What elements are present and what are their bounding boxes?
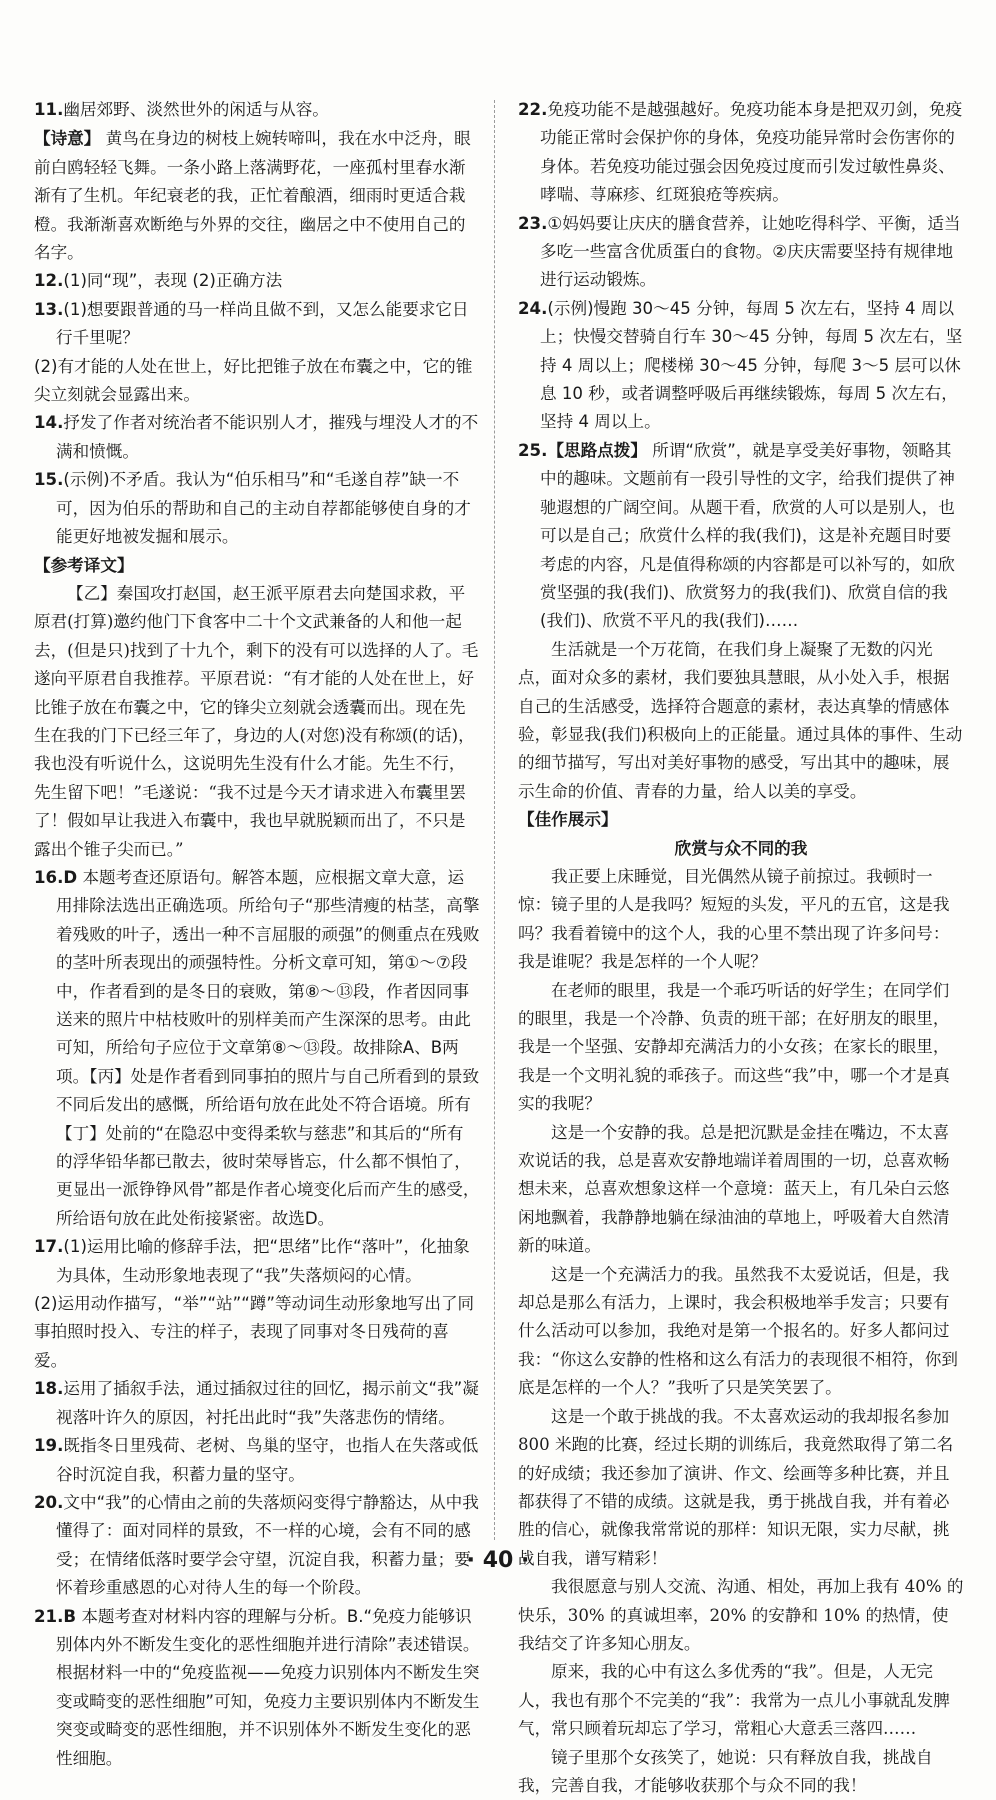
left-paragraph [34, 552, 480, 580]
paragraph-text: 原来，我的心中有这么多优秀的“我”。但是，人无完人，我也有那个不完美的“我”：我常为一点儿小事就乱发脾气，常只顾着玩却忘了学习，常粗心大意丢三落四…… [518, 1662, 950, 1739]
paragraph-text: 本题考查还原语句。解答本题，应根据文章大意，运用排除法选出正确选项。所给句子“那些清瘦的枯茎，高擎着残败的叶子，透出一种不言屈服的顽强”的侧重点在残败的茎叶所表现出的顽强特性。分析文章可知，第①～⑦段中，作者看到的是冬日的衰败，第⑧～⑬段，作者因同事送来的照片中枯枝败叶的别样美而产生深深的思考。由此可知，所给句子应位于文章第⑧～⑬段。故排除A、B两项。【丙】处是作者看到同事拍的照片与自己所看到的景致不同后发出的感慨，所给语句放在此处不符合语境。所有【丁】处前的“在隐忍中变得柔软与慈悲”和其后的“所有的浮华铅华都已散去，彼时荣辱皆忘，什么都不惧怕了，更显出一派铮铮风骨”都是作者心境变化后而产生的感受，所给语句放在此处衔接紧密。故选D。 [56, 867, 480, 1228]
section-tag: 【诗意】 [34, 128, 101, 149]
paragraph-text: (示例)不矛盾。我认为“伯乐相马”和“毛遂自荐”缺一不可，因为伯乐的帮助和自己的主动自荐都能够使自身的才能更好地被发掘和展示。 [56, 470, 471, 547]
left-paragraph [34, 267, 480, 295]
paragraph-text: 这是一个敢于挑战的我。不太喜欢运动的我却报名参加 800 米跑的比赛，经过长期的训练后，我竟然取得了第二名的好成绩；我还参加了演讲、作文、绘画等多种比赛，并且都获得了不错的成绩。这就是我，勇于挑战自我，并有着必胜的信心，就像我常常说的那样：知识无限，实力尽献，挑战自我，谱写精彩！ [518, 1406, 954, 1568]
left-paragraph [34, 96, 480, 124]
right-paragraph [518, 295, 964, 437]
paragraph-text: 黄鸟在身边的树枝上婉转啼叫，我在水中泛舟，眼前白鸥轻轻飞舞。一条小路上落满野花，一座孤村里春水渐渐有了生机。年纪衰老的我，正忙着酿酒，细雨时更适合栽橙。我渐渐喜欢断绝与外界的交往，幽居之中不使用自己的名字。 [34, 129, 471, 263]
page-number: · 40 · [466, 1548, 530, 1573]
right-paragraph [518, 1658, 964, 1743]
paragraph-text: 在老师的眼里，我是一个乖巧听话的好学生；在同学们的眼里，我是一个冷静、负责的班干部；在好朋友的眼里，我是一个坚强、安静却充满活力的小女孩；在家长的眼里，我是一个文明礼貌的乖孩子。而这些“我”中，哪一个才是真实的我呢？ [518, 980, 950, 1114]
left-paragraph [34, 1432, 480, 1489]
paragraph-text: 【乙】秦国攻打赵国，赵王派平原君去向楚国求救，平原君(打算)邀约他门下食客中二十个文武兼备的人和他一起去，(但是只)找到了十九个，剩下的没有可以选择的人了。毛遂向平原君自我推荐。平原君说：“有才能的人处在世上，好比锥子放在布囊之中，它的锋尖立刻就会透囊而出。现在先生在我的门下已经三年了，身边的人(对您)没有称颂(的话)，我也没有听说什么，这说明先生没有什么才能。先生不行，先生留下吧！”毛遂说：“我不过是今天才请求进入布囊里罢了！假如早让我进入布囊中，我也早就脱颖而出了，不只是露出个锥子尖而已。” [34, 583, 479, 859]
left-paragraph [34, 353, 480, 410]
right-paragraph [518, 636, 964, 806]
right-paragraph [518, 1573, 964, 1658]
answer-choice: D [63, 867, 78, 887]
question-number: 21. [34, 1606, 64, 1626]
question-number: 12. [34, 271, 64, 291]
paragraph-text: 镜子里那个女孩笑了，她说：只有释放自我，挑战自我，完善自我，才能够收获那个与众不同的我！ [518, 1747, 933, 1795]
paragraph-text: 文中“我”的心情由之前的失落烦闷变得宁静豁达，从中我懂得了：面对同样的景致，不一样的心境，会有不同的感受；在情绪低落时要学会守望，沉淀自我，积蓄力量；要怀着珍重感恩的心对待人生的每一个阶段。 [56, 1492, 479, 1598]
question-number: 14. [34, 413, 64, 433]
question-number: 13. [34, 299, 64, 319]
paragraph-text: 既指冬日里残荷、老树、鸟巢的坚守，也指人在失落或低谷时沉淀自我，积蓄力量的坚守。 [56, 1436, 479, 1484]
left-paragraph [34, 409, 480, 466]
question-number: 15. [34, 470, 64, 490]
section-tag: 【佳作展示】 [518, 810, 618, 830]
question-number: 24. [518, 298, 548, 318]
paragraph-text: 生活就是一个万花筒，在我们身上凝聚了无数的闪光点，面对众多的素材，我们要独具慧眼，从小处入手，根据自己的生活感受，选择符合题意的素材，表达真挚的情感体验，彰显我(我们)积极向上的正能量。通过具体的事件、生动的细节描写，写出对美好事物的感受，写出其中的趣味，展示生命的价值、青春的力量，给人以美的享受。 [518, 639, 963, 801]
question-number: 22. [518, 100, 548, 119]
left-column [34, 96, 480, 1773]
left-paragraph [34, 1489, 480, 1603]
paragraph-text: 免疫功能不是越强越好。免疫功能本身是把双刃剑，免疫功能正常时会保护你的身体，免疫功能异常时会伤害你的身体。若免疫功能过强会因免疫过度而引发过敏性鼻炎、哮喘、荨麻疹、红斑狼疮等疾病。 [540, 100, 963, 205]
question-number: 23. [518, 213, 548, 233]
paragraph-text: 欣赏与众不同的我 [674, 838, 808, 858]
right-paragraph [518, 1744, 964, 1800]
paragraph-text: 我正要上床睡觉，目光偶然从镜子前掠过。我顿时一惊：镜子里的人是我吗？短短的头发，平凡的五官，这是我吗？我看着镜中的这个人，我的心里不禁出现了许多问号：我是谁呢？我是怎样的一个人呢？ [518, 866, 950, 972]
right-paragraph [518, 806, 964, 834]
paragraph-text: (2)运用动作描写，“举”“站”“蹲”等动词生动形象地写出了同事拍照时投入、专注的样子，表现了同事对冬日残荷的喜爱。 [34, 1294, 475, 1370]
column-divider [494, 100, 495, 1540]
left-paragraph [34, 580, 480, 864]
paragraph-text: 运用了插叙手法，通过插叙过往的回忆，揭示前文“我”凝视落叶许久的原因，衬托出此时“我”失落悲伤的情绪。 [56, 1379, 479, 1427]
left-paragraph [34, 1603, 480, 1773]
right-paragraph [518, 1119, 964, 1261]
answer-choice: B [63, 1606, 77, 1626]
right-paragraph [518, 863, 964, 977]
left-paragraph [34, 1375, 480, 1432]
right-column [518, 96, 964, 1800]
left-paragraph [34, 124, 480, 267]
question-number: 17. [34, 1237, 64, 1257]
right-paragraph [518, 1261, 964, 1403]
right-paragraph [518, 437, 964, 636]
right-paragraph [518, 835, 964, 863]
question-number: 20. [34, 1492, 64, 1512]
paragraph-text: (2)有才能的人处在世上，好比把锥子放在布囊之中，它的锥尖立刻就会显露出来。 [34, 356, 473, 405]
paragraph-text: (1)想要跟普通的马一样尚且做不到，又怎么能要求它日行千里呢？ [56, 299, 469, 348]
left-paragraph [34, 296, 480, 353]
left-paragraph [34, 466, 480, 551]
paragraph-text: 我很愿意与别人交流、沟通、相处，再加上我有 40% 的快乐，30% 的真诚坦率，20% 的安静和 10% 的热情，使我结交了许多知心朋友。 [518, 1577, 964, 1653]
section-tag: 【参考译文】 [34, 555, 134, 575]
paragraph-text: 幽居郊野、淡然世外的闲适与从容。 [63, 100, 329, 119]
left-paragraph [34, 1290, 480, 1375]
right-paragraph [518, 977, 964, 1119]
question-number: 25. [518, 440, 548, 460]
question-number: 11. [34, 100, 64, 119]
paragraph-text: (1)同“现”，表现 (2)正确方法 [63, 271, 283, 291]
left-paragraph [34, 1233, 480, 1290]
right-paragraph [518, 210, 964, 295]
section-tag: 【思路点拨】 [547, 440, 647, 460]
question-number: 19. [34, 1436, 64, 1456]
paragraph-text: 抒发了作者对统治者不能识别人才，摧残与埋没人才的不满和愤慨。 [56, 413, 479, 461]
paragraph-text: ①妈妈要让庆庆的膳食营养，让她吃得科学、平衡，适当多吃一些富含优质蛋白的食物。②庆庆需要坚持有规律地进行运动锻炼。 [540, 213, 961, 290]
paragraph-text: (示例)慢跑 30～45 分钟，每周 5 次左右，坚持 4 周以上；快慢交替骑自行车 30～45 分钟，每周 5 次左右，坚持 4 周以上；爬楼梯 30～45 分钟，每爬 3～5 层可以休息 10 秒，或者调整呼吸后再继续锻炼，每周 5 次左右，坚持 4 周以上。 [540, 298, 963, 432]
right-paragraph [518, 96, 964, 210]
question-number: 16. [34, 867, 64, 887]
paragraph-text: (1)运用比喻的修辞手法，把“思绪”比作“落叶”，化抽象为具体，生动形象地表现了“我”失落烦闷的心情。 [56, 1237, 470, 1285]
question-number: 18. [34, 1379, 64, 1399]
paragraph-text: 本题考查对材料内容的理解与分析。B.“免疫力能够识别体内外不断发生变化的恶性细胞并进行清除”表述错误。根据材料一中的“免疫监视——免疫力识别体内不断发生突变或畸变的恶性细胞”可知，免疫力主要识别体内不断发生突变或畸变的恶性细胞，并不识别体外不断发生变化的恶性细胞。 [56, 1606, 480, 1768]
left-paragraph [34, 864, 480, 1233]
paragraph-text: 所谓“欣赏”，就是享受美好事物，领略其中的趣味。文题前有一段引导性的文字，给我们提供了神驰遐想的广阔空间。从题干看，欣赏的人可以是别人，也可以是自己；欣赏什么样的我(我们)，这是补充题目时要考虑的内容，凡是值得称颂的内容都是可以补写的，如欣赏坚强的我(我们)、欣赏努力的我(我们)、欣赏自信的我(我们)、欣赏不平凡的我(我们)…… [540, 440, 955, 631]
paragraph-text: 这是一个安静的我。总是把沉默是金挂在嘴边，不太喜欢说话的我，总是喜欢安静地端详着周围的一切，总喜欢畅想未来，总喜欢想象这样一个意境：蓝天上，有几朵白云悠闲地飘着，我静静地躺在绿油油的草地上，呼吸着大自然清新的味道。 [518, 1122, 950, 1256]
paragraph-text: 这是一个充满活力的我。虽然我不太爱说话，但是，我却总是那么有活力，上课时，我会积极地举手发言；只要有什么活动可以参加，我绝对是第一个报名的。好多人都问过我：“你这么安静的性格和这么有活力的表现很不相符，你到底是怎样的一个人？”我听了只是笑笑罢了。 [518, 1264, 958, 1398]
